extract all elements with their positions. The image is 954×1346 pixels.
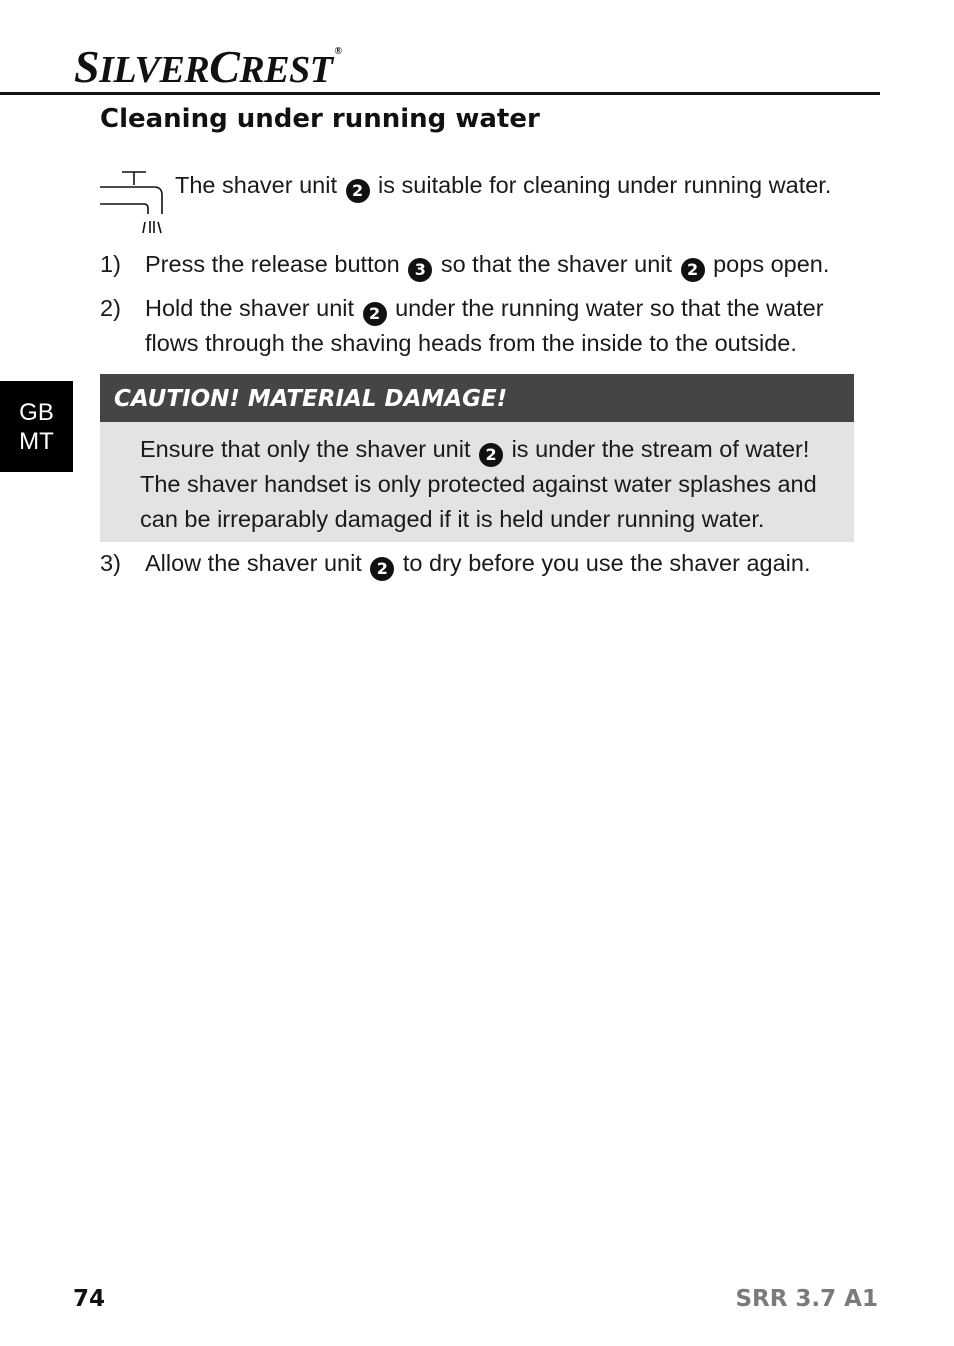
step-text: Hold the shaver unit 2 under the running water so that the water flows through the shaving heads from the inside to the outside.	[145, 295, 824, 356]
reference-number-badge: 2	[363, 302, 387, 326]
language-code-mt: MT	[19, 428, 54, 455]
note-text: The shaver unit 2 is suitable for cleaning under running water.	[175, 168, 865, 203]
step-number: 1)	[100, 251, 121, 277]
reference-number-badge: 3	[408, 258, 432, 282]
reference-number-badge: 2	[346, 179, 370, 203]
caution-text: Ensure that only the shaver unit 2 is under the stream of water! The shaver handset is only protected against water splashes and can be irreparably damaged if it is held under running water.	[140, 436, 817, 532]
step-text: Press the release button 3 so that the shaver unit 2 pops open.	[145, 247, 857, 282]
reference-number-badge: 2	[370, 557, 394, 581]
section-title: Cleaning under running water	[100, 104, 540, 134]
header-rule	[0, 92, 880, 95]
step-text: Allow the shaver unit 2 to dry before you use the shaver again.	[145, 546, 857, 581]
language-code-gb: GB	[19, 399, 54, 426]
running-water-faucet-icon	[100, 170, 168, 236]
language-tab	[0, 381, 73, 472]
step-number: 2)	[100, 295, 121, 321]
reference-number-badge: 2	[479, 443, 503, 467]
reference-number-badge: 2	[681, 258, 705, 282]
model-number: SRR 3.7 A1	[735, 1286, 878, 1312]
caution-heading: CAUTION! MATERIAL DAMAGE!	[100, 374, 854, 422]
step-number: 3)	[100, 550, 121, 576]
brand-logo: SILVERCREST ®	[74, 41, 342, 92]
caution-box	[100, 374, 854, 542]
page-number: 74	[73, 1286, 106, 1312]
